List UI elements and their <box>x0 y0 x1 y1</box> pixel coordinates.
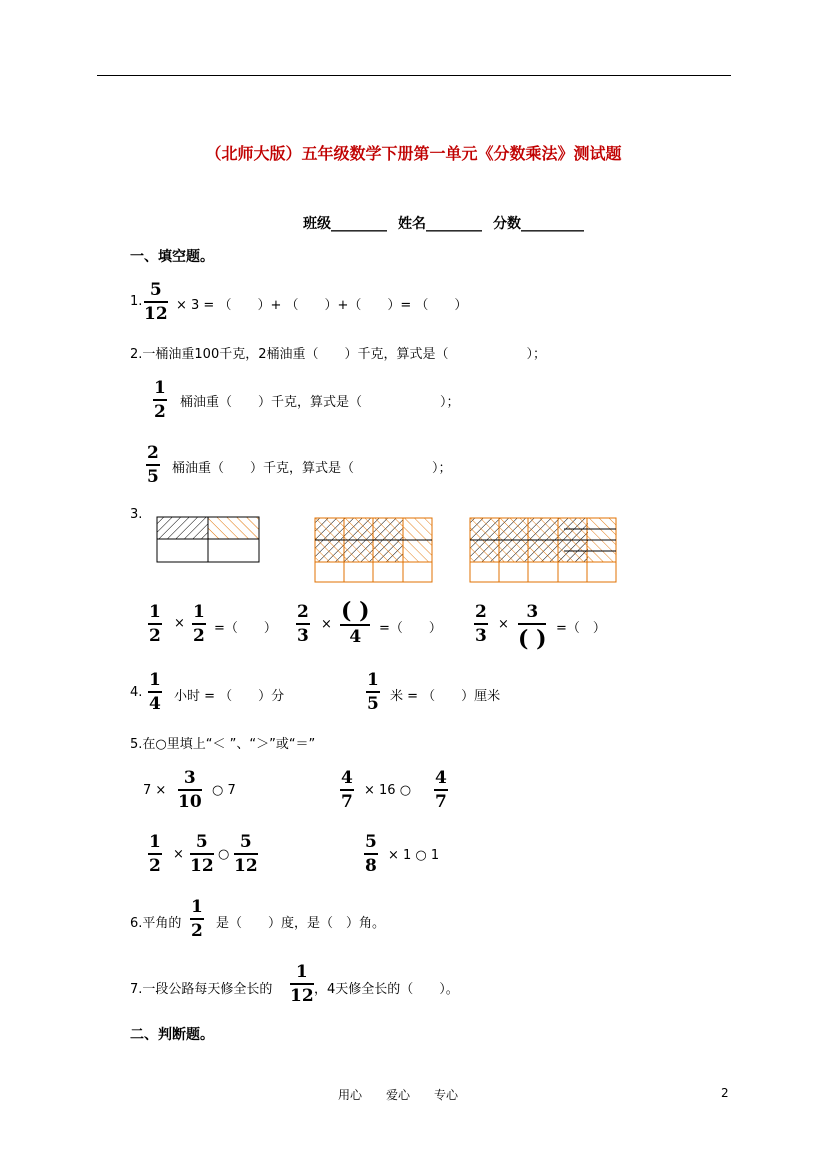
q5-r1a-fraction: 3 10 <box>178 768 202 812</box>
q6-post: 是（ ）度，是（ ）角。 <box>216 916 386 931</box>
section-2-heading: 二、判断题。 <box>130 1027 214 1043</box>
q3-e3-frac-b: 3 ( ) <box>518 602 547 652</box>
q5-r1b-mid: × 16 ○ <box>364 783 412 798</box>
q5-r2b-fraction: 5 8 <box>365 832 377 876</box>
q4-number: 4. <box>130 685 143 700</box>
q5-r1b-fraction: 4 7 <box>341 768 353 812</box>
q3-e1-frac-a: 1 2 <box>149 602 161 646</box>
header-rule <box>97 75 731 76</box>
q5-r2a-fraction: 1 2 <box>149 832 161 876</box>
q5-r2a-times: × <box>173 847 184 862</box>
q3-e3-frac-a: 2 3 <box>475 602 487 646</box>
q4b-text: 米 = （ ）厘米 <box>390 689 501 704</box>
q5-r1a-pre: 7 × <box>143 783 167 798</box>
q2b-fraction: 2 5 <box>147 443 159 487</box>
q7-pre: 7.一段公路每天修全长的 <box>130 982 273 997</box>
q5-r2b-post: × 1 ○ 1 <box>388 848 440 863</box>
q6-pre: 6.平角的 <box>130 916 182 931</box>
q3-e1-answer: =（ ） <box>214 621 277 636</box>
q6-fraction: 1 2 <box>191 897 203 941</box>
q2-line1: 2.一桶油重100千克，2桶油重（ ）千克，算式是（ ）； <box>130 347 546 362</box>
q3-diagram-3 <box>468 516 620 584</box>
q3-e2-times: × <box>321 617 332 632</box>
q7-fraction: 1 12 <box>290 962 314 1006</box>
q3-e2-answer: =（ ） <box>379 621 442 636</box>
q5-r2a-fraction3: 5 12 <box>234 832 258 876</box>
q1-fraction: 5 12 <box>144 280 168 324</box>
q3-e3-answer: =（ ） <box>556 621 606 636</box>
q7-post: ，4天修全长的（ ）。 <box>314 982 459 997</box>
q3-e3-times: × <box>498 617 509 632</box>
q2b-text: 桶油重（ ）千克，算式是（ ）； <box>172 461 452 476</box>
q5-r1b-fraction2: 4 7 <box>435 768 447 812</box>
q3-number: 3. <box>130 507 143 522</box>
q2a-fraction: 1 2 <box>154 378 166 422</box>
q3-e2-frac-a: 2 3 <box>297 602 309 646</box>
page-title: （北师大版）五年级数学下册第一单元《分数乘法》测试题 <box>205 144 622 163</box>
q5-r1a-post: ○ 7 <box>212 783 236 798</box>
q3-diagram-2 <box>313 516 435 584</box>
q3-e1-times: × <box>174 616 185 631</box>
page-number: 2 <box>721 1086 729 1100</box>
q3-e2-frac-b: ( ) 4 <box>341 598 370 647</box>
q3-e1-frac-b: 1 2 <box>193 602 205 646</box>
score-label: 分数_________ <box>493 216 584 232</box>
q1-number: 1. <box>130 294 143 309</box>
q3-diagram-1 <box>156 516 262 564</box>
q2a-text: 桶油重（ ）千克，算式是（ ）； <box>180 395 460 410</box>
section-1-heading: 一、填空题。 <box>130 249 214 265</box>
q5-r2a-fraction2: 5 12 <box>190 832 214 876</box>
q4b-fraction: 1 5 <box>367 670 379 714</box>
q5-instruction: 5.在○里填上“＜ ”、“＞”或“＝” <box>130 737 316 752</box>
footer-words: 用心 爱心 专心 <box>338 1088 459 1102</box>
q4a-text: 小时 = （ ）分 <box>174 689 285 704</box>
q5-r2a-circle: ○ <box>218 847 230 862</box>
name-label: 姓名________ <box>398 216 482 232</box>
class-label: 班级________ <box>303 216 387 232</box>
q4a-fraction: 1 4 <box>149 670 161 714</box>
q1-expression: × 3 = （ ）+ （ ）+（ ）= （ ） <box>176 298 468 313</box>
